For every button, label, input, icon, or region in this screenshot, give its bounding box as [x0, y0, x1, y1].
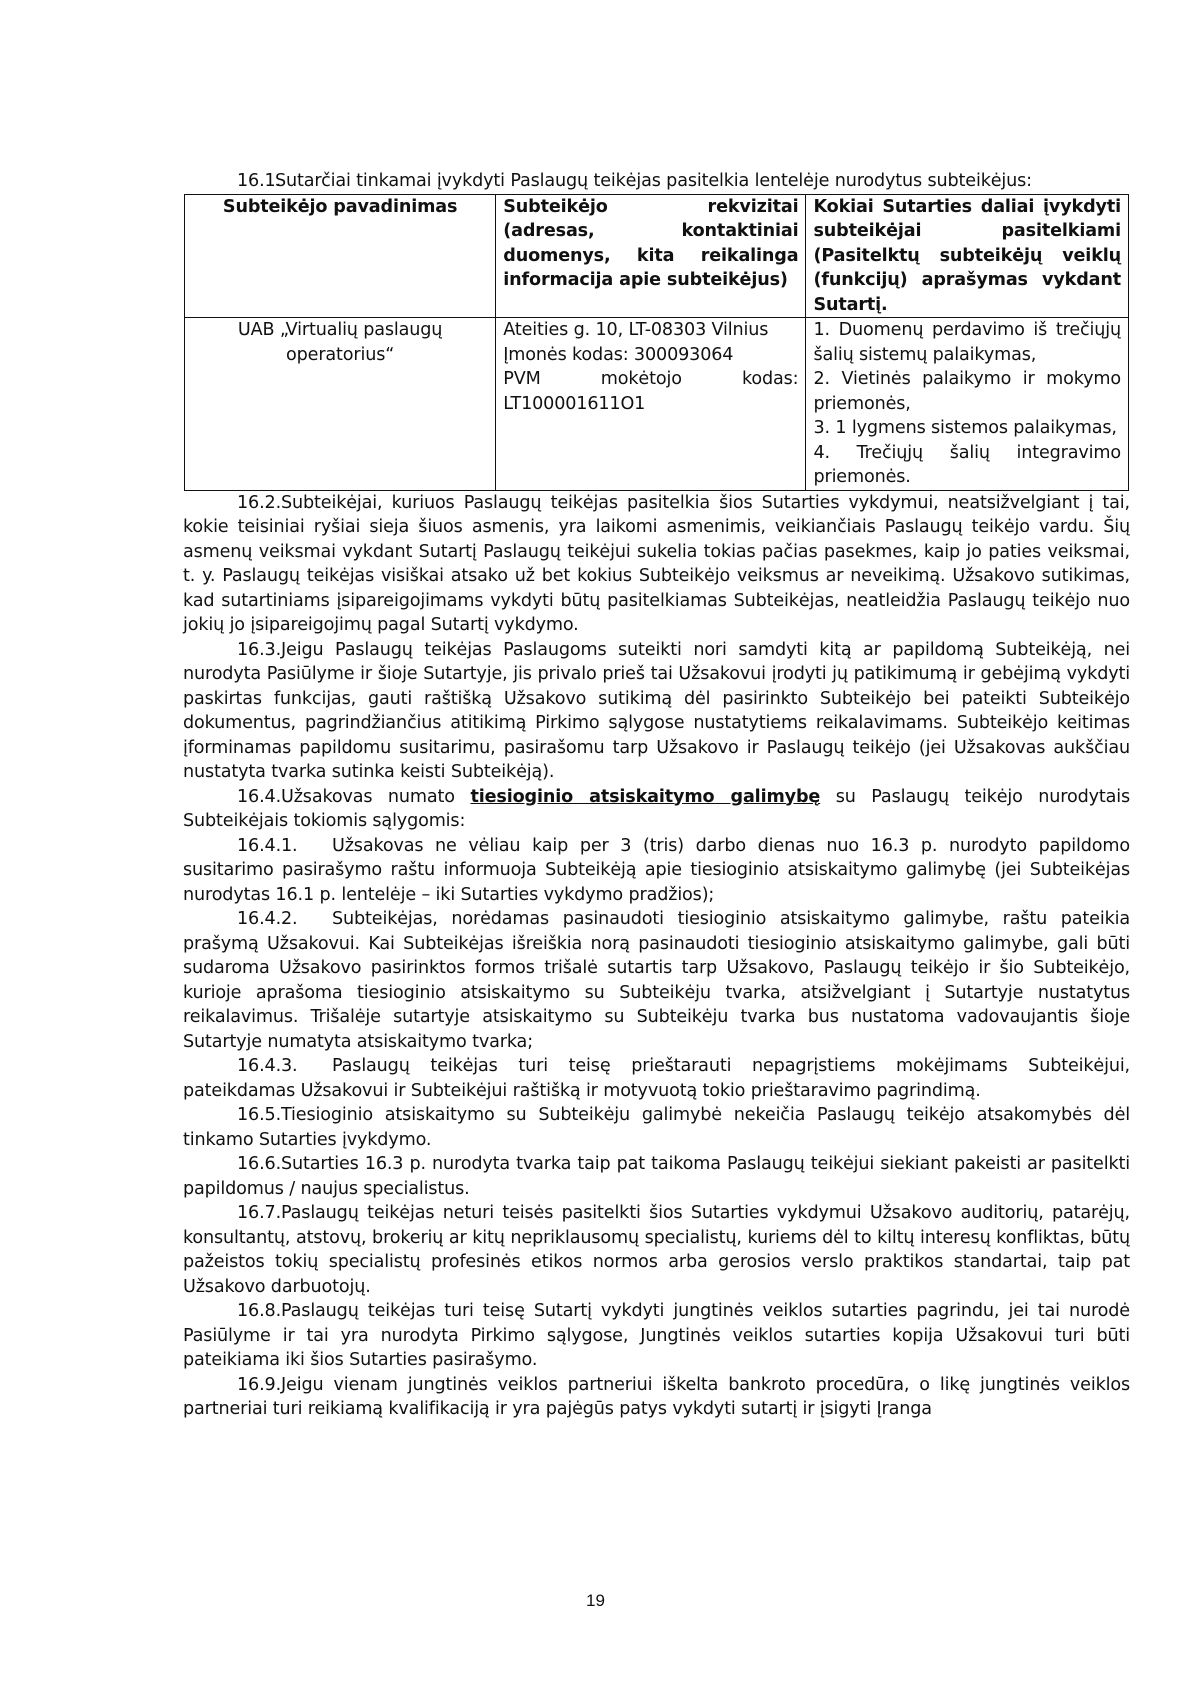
- clause-number: 16.4.: [237, 786, 282, 807]
- header-subcontractor-details: Subteikėjo rekvizitai (adresas, kontaktiniai duomenys, kita reikalinga informacija apie subteikėjus): [496, 194, 806, 318]
- header-contract-part: Kokiai Sutarties daliai įvykdyti subteikėjai pasitelkiami (Pasitelktų subteikėjų veiklų (funkcijų) aprašymas vykdant Sutartį.: [806, 194, 1129, 318]
- address: Ateities g. 10, LT-08303 Vilnius: [503, 320, 769, 340]
- clause-text: Jeigu vienam jungtinės veiklos partneriui iškelta bankroto procedūra, o likę jungtinės veiklos partneriai turi reikiamą kvalifikaciją ir yra pajėgūs patys vykdyti sutartį ir įsigyti Įranga: [183, 1374, 1130, 1419]
- paragraph-16-4-2: [183, 907, 1130, 1054]
- clause-number: 16.5.: [237, 1105, 282, 1125]
- cell-subcontractor-name: UAB „Virtualių paslaugų operatorius“: [185, 318, 496, 491]
- clause-number: 16.4.3.: [237, 1056, 298, 1076]
- cell-subcontractor-details: [496, 318, 806, 491]
- clause-number: 16.7.: [237, 1203, 282, 1223]
- table-row: [185, 318, 1129, 491]
- header-subcontractor-name: Subteikėjo pavadinimas: [185, 194, 496, 318]
- clause-number: 16.3.: [237, 639, 282, 660]
- vat-code: PVM mokėtojo kodas: LT100001611O1: [503, 369, 799, 414]
- emphasis-text: tiesioginio atsiskaitymo galimybę: [470, 786, 821, 807]
- clause-text: Paslaugų teikėjas neturi teisės pasitelkti šios Sutarties vykdymui Užsakovo auditorių, patarėjų, konsultantų, atstovų, brokerių ar kitų nepriklausomų specialistų, kuriems dėl to kiltų interesų konfliktas, būtų pažeistos tokių specialistų profesinės etikos normos arba gerosios verslo praktikos standartai, taip pat Užsakovo darbuotojų.: [183, 1203, 1130, 1297]
- table-header-row: [185, 194, 1129, 318]
- clause-text: su Paslaugų teikėjo nurodytais Subteikėjais tokiomis sąlygomis:: [183, 786, 1130, 831]
- paragraph-16-5: [183, 1103, 1130, 1152]
- function-item: 2. Vietinės palaikymo ir mokymo priemonės,: [813, 369, 1121, 414]
- clause-number: 16.4.2.: [237, 909, 298, 929]
- clause-text: Paslaugų teikėjas turi teisę prieštarauti nepagrįstiems mokėjimams Subteikėjui, pateikdamas Užsakovui ir Subteikėjui raštišką ir motyvuotą tokio prieštaravimo pagrindimą.: [183, 1056, 1130, 1101]
- page-number: 19: [586, 1591, 605, 1610]
- paragraph-16-4-3: [183, 1054, 1130, 1103]
- clause-text: Paslaugų teikėjas turi teisę Sutartį vykdyti jungtinės veiklos sutarties pagrindu, jei tai nurodė Pasiūlyme ir tai yra nurodyta Pirkimo sąlygose, Jungtinės veiklos sutarties kopija Užsakovui turi būti pateikiama iki šios Sutarties pasirašymo.: [183, 1301, 1130, 1370]
- function-item: 3. 1 lygmens sistemos palaikymas,: [813, 418, 1117, 438]
- cell-functions: [806, 318, 1129, 491]
- clause-text: Jeigu Paslaugų teikėjas Paslaugoms suteikti nori samdyti kitą ar papildomą Subteikėją, nei nurodyta Pasiūlyme ir šioje Sutartyje, jis privalo prieš tai Užsakovui įrodyti jų patikimumą ir gebėjimą vykdyti paskirtas funkcijas, gauti raštišką Užsakovo sutikimą dėl pasirinkto Subteikėjo bei pateikti Subteikėjo dokumentus, pagrindžiančius atitikimą Pirkimo sąlygose nustatytiems reikalavimams. Subteikėjo keitimas įforminamas papildomu susitarimu, pasirašomu tarp Užsakovo ir Paslaugų teikėjo (jei Užsakovas aukščiau nustatyta tvarka sutinka keisti Subteikėją).: [183, 639, 1130, 782]
- paragraph-16-4: [183, 785, 1130, 834]
- clause-number: 16.6.: [237, 1154, 282, 1174]
- function-item: 4. Trečiųjų šalių integravimo priemonės.: [813, 442, 1121, 487]
- function-item: 1. Duomenų perdavimo iš trečiųjų šalių sistemų palaikymas,: [813, 320, 1121, 365]
- paragraph-16-9: [183, 1373, 1130, 1422]
- clause-number: 16.8.: [237, 1301, 282, 1321]
- clause-text: Sutarčiai tinkamai įvykdyti Paslaugų teikėjas pasitelkia lentelėje nurodytus subteikėjus:: [275, 171, 1032, 191]
- clause-text: Subteikėjai, kuriuos Paslaugų teikėjas pasitelkia šios Sutarties vykdymui, neatsižvelgiant į tai, kokie teisiniai ryšiai sieja šiuos asmenis, yra laikomi asmenimis, veikiančiais Paslaugų teikėjo vardu. Šių asmenų veiksmai vykdant Sutartį Paslaugų teikėjui sukelia tokias pačias pasekmes, kaip jo paties veiksmai, t. y. Paslaugų teikėjas visiškai atsako už bet kokius Subteikėjo veiksmus ar neveikimą. Užsakovo sutikimas, kad sutartiniams įsipareigojimams vykdyti būtų pasitelkiamas Subteikėjas, neatleidžia Paslaugų teikėjo nuo jokių jo įsipareigojimų pagal Sutartį vykdymo.: [183, 492, 1130, 635]
- paragraph-16-3: [183, 638, 1130, 785]
- paragraph-16-1: [183, 169, 1130, 194]
- clause-text: Užsakovas ne vėliau kaip per 3 (tris) darbo dienas nuo 16.3 p. nurodyto papildomo susitarimo pasirašymo raštu informuoja Subteikėją apie tiesioginio atsiskaitymo galimybę (jei Subteikėjas nurodytas 16.1 p. lentelėje – iki Sutarties vykdymo pradžios);: [183, 835, 1130, 905]
- clause-number: 16.2.: [237, 492, 282, 513]
- paragraph-16-7: [183, 1201, 1130, 1299]
- paragraph-16-8: [183, 1299, 1130, 1373]
- clause-number: 16.4.1.: [237, 835, 298, 856]
- clause-text: Subteikėjas, norėdamas pasinaudoti tiesioginio atsiskaitymo galimybe, raštu pateikia prašymą Užsakovui. Kai Subteikėjas išreiškia norą pasinaudoti tiesioginio atsiskaitymo galimybe, gali būti sudaroma Užsakovo pasirinktos formos trišalė sutartis tarp Užsakovo, Paslaugų teikėjo ir šio Subteikėjo, kurioje aprašoma tiesioginio atsiskaitymo su Subteikėju tvarka, atsižvelgiant į Sutartyje nustatytus reikalavimus. Trišalėje sutartyje atsiskaitymo su Subteikėju tvarka bus nustatoma vadovaujantis šioje Sutartyje numatyta atsiskaitymo tvarka;: [183, 909, 1130, 1052]
- subcontractor-table: [184, 194, 1129, 491]
- clause-text: Užsakovas numato: [281, 786, 455, 807]
- paragraph-16-2: [183, 491, 1130, 638]
- clause-number: 16.9.: [237, 1374, 282, 1395]
- paragraph-16-4-1: [183, 834, 1130, 908]
- clause-text: Sutarties 16.3 p. nurodyta tvarka taip pat taikoma Paslaugų teikėjui siekiant pakeisti ar pasitelkti papildomus / naujus specialistus.: [183, 1154, 1130, 1199]
- company-code: Įmonės kodas: 300093064: [503, 344, 734, 365]
- document-body: [183, 169, 1130, 1422]
- clause-number: 16.1.: [237, 171, 282, 191]
- paragraph-16-6: [183, 1152, 1130, 1201]
- clause-text: Tiesioginio atsiskaitymo su Subteikėju galimybė nekeičia Paslaugų teikėjo atsakomybės dėl tinkamo Sutarties įvykdymo.: [183, 1105, 1130, 1150]
